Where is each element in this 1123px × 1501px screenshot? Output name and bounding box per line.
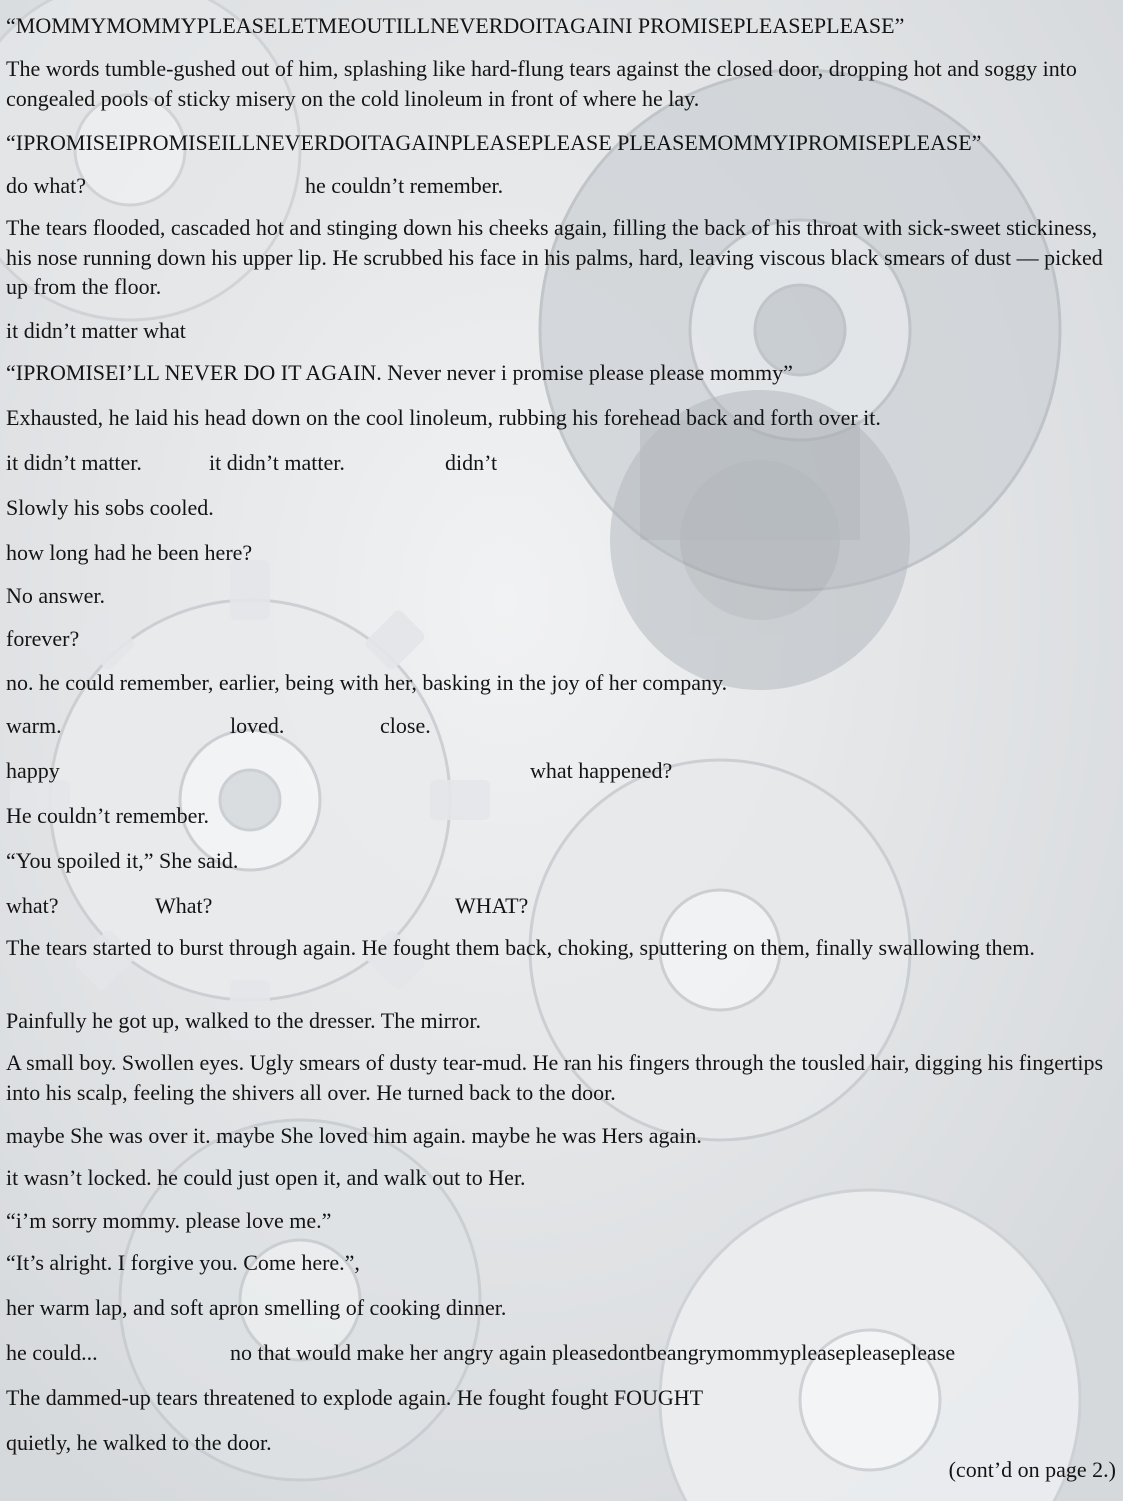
paragraph-remember-earlier: no. he could remember, earlier, being with her, basking in the joy of her company. [6, 670, 728, 695]
paragraph-maybe-she: maybe She was over it. maybe She loved him again. maybe he was Hers again. [6, 1123, 702, 1148]
paragraph-plea-3: “IPROMISEI’LL NEVER DO IT AGAIN. Never never i promise please please mommy” [6, 360, 793, 385]
paragraph-im-sorry: “i’m sorry mommy. please love me.” [6, 1208, 332, 1233]
paragraph-plea-2: “IPROMISEIPROMISEILLNEVERDOITAGAINPLEASEPLEASE PLEASEMOMMYIPROMISEPLEASE” [6, 130, 982, 155]
phrase-he-could: he could... [6, 1340, 98, 1365]
line-didnt-matter [6, 448, 1118, 478]
paragraph-tears-burst: The tears started to burst through again. He fought them back, choking, sputtering on them, finally swallowing them. [6, 935, 1035, 960]
paragraph-small-boy: A small boy. Swollen eyes. Ugly smears of dusty tear-mud. He ran his fingers through the tousled hair, digging his fingertips into his scalp, feeling the shivers all over. He turned back to the door. [6, 1050, 1104, 1105]
paragraph-words-tumble: The words tumble-gushed out of him, splashing like hard-flung tears against the closed door, dropping hot and soggy into congealed pools of sticky misery on the cold linoleum in front of where he lay. [6, 56, 1077, 111]
paragraph-warm-lap: her warm lap, and soft apron smelling of cooking dinner. [6, 1295, 507, 1320]
phrase-do-what: do what? [6, 173, 87, 198]
phrase-close: close. [380, 713, 431, 738]
phrase-couldnt-remember: he couldn’t remember. [305, 173, 504, 198]
paragraph-tears-flooded: The tears flooded, cascaded hot and stinging down his cheeks again, filling the back of his throat with sick-sweet stickiness, his nose running down his upper lip. He scrubbed his face in his palms, hard, leaving viscous black smears of dust — picked up from the floor. [6, 215, 1103, 299]
paragraph-walked-to-dresser: Painfully he got up, walked to the dresser. The mirror. [6, 1008, 481, 1033]
phrase-didnt-matter-2: it didn’t matter. [209, 450, 345, 475]
phrase-warm: warm. [6, 713, 62, 738]
paragraph-plea-1: “MOMMYMOMMYPLEASELETMEOUTILLNEVERDOITAGAINI PROMISEPLEASEPLEASE” [6, 13, 905, 38]
phrase-didnt-matter-1: it didn’t matter. [6, 450, 142, 475]
paragraph-exhausted: Exhausted, he laid his head down on the cool linoleum, rubbing his forehead back and forth over it. [6, 405, 881, 430]
phrase-angry-again: no that would make her angry again pleasedontbeangrymommypleasepleaseplease [230, 1340, 956, 1365]
phrase-didnt: didn’t [445, 450, 498, 475]
paragraph-walked-to-door: quietly, he walked to the door. [6, 1430, 272, 1455]
paragraph-sobs-cooled: Slowly his sobs cooled. [6, 495, 214, 520]
phrase-happy: happy [6, 758, 60, 783]
line-happy [6, 756, 1118, 786]
phrase-what-lower: what? [6, 893, 59, 918]
paragraph-forever: forever? [6, 626, 80, 651]
line-he-could [6, 1338, 1118, 1368]
paragraph-its-alright: “It’s alright. I forgive you. Come here.”, [6, 1250, 360, 1275]
line-do-what [6, 171, 1118, 201]
paragraph-how-long: how long had he been here? [6, 540, 253, 565]
line-warm-loved-close [6, 711, 1118, 741]
paragraph-dammed-up: The dammed-up tears threatened to explode again. He fought fought FOUGHT [6, 1385, 704, 1410]
phrase-loved: loved. [230, 713, 285, 738]
phrase-what-happened: what happened? [530, 758, 673, 783]
paragraph-couldnt-remember: He couldn’t remember. [6, 803, 210, 828]
phrase-what-title: What? [155, 893, 213, 918]
paragraph-wasnt-locked: it wasn’t locked. he could just open it, and walk out to Her. [6, 1165, 526, 1190]
paragraph-you-spoiled-it: “You spoiled it,” She said. [6, 848, 239, 873]
paragraph-no-answer: No answer. [6, 583, 105, 608]
paragraph-didnt-matter-what: it didn’t matter what [6, 318, 186, 343]
line-what-what [6, 891, 1118, 921]
continued-note: (cont’d on page 2.) [948, 1457, 1116, 1482]
phrase-what-upper: WHAT? [455, 893, 529, 918]
